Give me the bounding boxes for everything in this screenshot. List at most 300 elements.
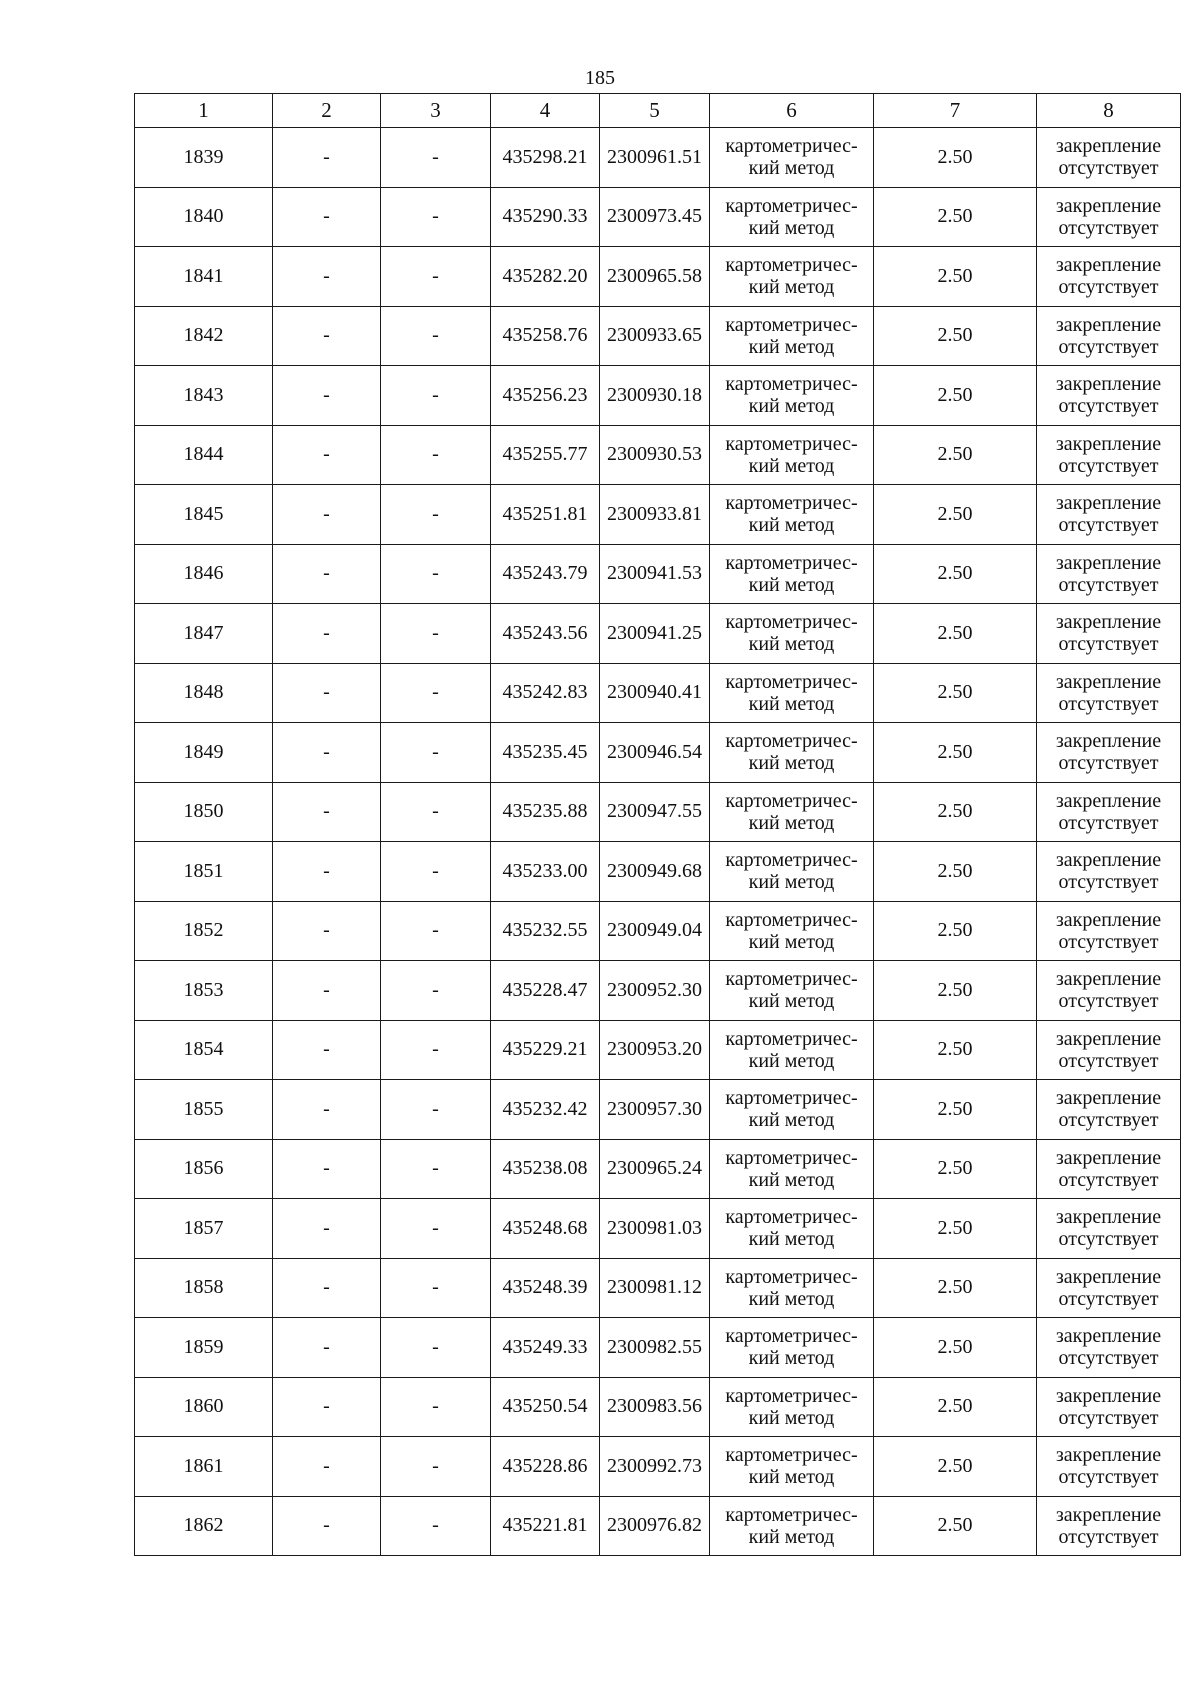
cell-line: кий метод [748, 216, 835, 239]
cell-c7: 2.50 [874, 1377, 1037, 1437]
cell-line: кий метод [748, 1287, 835, 1310]
cell-line: отсутствует [1058, 1347, 1159, 1370]
cell-c4: 435232.42 [491, 1080, 600, 1140]
cell-line: отсутствует [1058, 990, 1159, 1013]
cell-marking [1037, 485, 1181, 545]
cell-c4: 435256.23 [491, 366, 600, 426]
table-row [135, 1139, 1181, 1199]
cell-line: отсутствует [1058, 1168, 1159, 1191]
cell-c1: 1844 [135, 425, 273, 485]
cell-method [710, 425, 874, 485]
cell-line: закрепление [1055, 194, 1162, 217]
cell-line: картометричес- [725, 789, 858, 812]
cell-marking [1037, 366, 1181, 426]
cell-line: картометричес- [725, 670, 858, 693]
cell-c4: 435243.79 [491, 544, 600, 604]
cell-line: картометричес- [725, 730, 858, 753]
cell-c1: 1846 [135, 544, 273, 604]
cell-c5: 2300941.25 [600, 604, 710, 664]
table-row [135, 782, 1181, 842]
cell-c2: - [273, 663, 381, 723]
cell-c7: 2.50 [874, 1318, 1037, 1378]
cell-line: картометричес- [725, 135, 858, 158]
cell-c3: - [381, 1377, 491, 1437]
cell-c3: - [381, 366, 491, 426]
cell-c7: 2.50 [874, 544, 1037, 604]
cell-c3: - [381, 128, 491, 188]
cell-c2: - [273, 782, 381, 842]
cell-line: кий метод [748, 1406, 835, 1429]
cell-marking [1037, 1258, 1181, 1318]
cell-c2: - [273, 485, 381, 545]
cell-c4: 435242.83 [491, 663, 600, 723]
table-row [135, 366, 1181, 426]
cell-c5: 2300952.30 [600, 961, 710, 1021]
cell-c5: 2300957.30 [600, 1080, 710, 1140]
cell-line: отсутствует [1058, 216, 1159, 239]
cell-marking [1037, 604, 1181, 664]
table-row [135, 306, 1181, 366]
cell-c5: 2300981.03 [600, 1199, 710, 1259]
cell-c3: - [381, 1139, 491, 1199]
table-row [135, 961, 1181, 1021]
cell-c2: - [273, 1377, 381, 1437]
cell-marking [1037, 961, 1181, 1021]
cell-c2: - [273, 544, 381, 604]
cell-line: отсутствует [1058, 930, 1159, 953]
cell-method [710, 1437, 874, 1497]
cell-line: картометричес- [725, 611, 858, 634]
cell-marking [1037, 723, 1181, 783]
cell-c4: 435298.21 [491, 128, 600, 188]
cell-line: картометричес- [725, 254, 858, 277]
cell-method [710, 1258, 874, 1318]
table-row [135, 1258, 1181, 1318]
cell-c5: 2300947.55 [600, 782, 710, 842]
cell-line: кий метод [748, 1347, 835, 1370]
cell-c4: 435258.76 [491, 306, 600, 366]
cell-c5: 2300953.20 [600, 1020, 710, 1080]
cell-c2: - [273, 247, 381, 307]
cell-line: картометричес- [725, 492, 858, 515]
column-header: 1 [135, 94, 273, 128]
cell-method [710, 1496, 874, 1556]
cell-marking [1037, 1020, 1181, 1080]
cell-line: отсутствует [1058, 335, 1159, 358]
cell-c7: 2.50 [874, 723, 1037, 783]
cell-method [710, 485, 874, 545]
cell-line: закрепление [1055, 313, 1162, 336]
cell-line: закрепление [1055, 254, 1162, 277]
cell-line: кий метод [748, 1049, 835, 1072]
cell-line: картометричес- [725, 908, 858, 931]
cell-line: отсутствует [1058, 514, 1159, 537]
cell-line: картометричес- [725, 313, 858, 336]
cell-line: закрепление [1055, 1325, 1162, 1348]
cell-c4: 435243.56 [491, 604, 600, 664]
cell-line: картометричес- [725, 1027, 858, 1050]
cell-c3: - [381, 842, 491, 902]
cell-line: кий метод [748, 1168, 835, 1191]
cell-c4: 435235.45 [491, 723, 600, 783]
cell-c7: 2.50 [874, 247, 1037, 307]
cell-c5: 2300933.65 [600, 306, 710, 366]
cell-line: закрепление [1055, 1444, 1162, 1467]
table-row [135, 1437, 1181, 1497]
cell-c5: 2300949.04 [600, 901, 710, 961]
cell-method [710, 1377, 874, 1437]
cell-line: закрепление [1055, 611, 1162, 634]
cell-c4: 435251.81 [491, 485, 600, 545]
cell-c2: - [273, 128, 381, 188]
cell-c3: - [381, 306, 491, 366]
cell-c2: - [273, 1199, 381, 1259]
cell-c7: 2.50 [874, 842, 1037, 902]
column-header: 2 [273, 94, 381, 128]
column-header: 4 [491, 94, 600, 128]
cell-c1: 1845 [135, 485, 273, 545]
cell-line: кий метод [748, 276, 835, 299]
cell-method [710, 366, 874, 426]
cell-line: закрепление [1055, 551, 1162, 574]
cell-c4: 435248.68 [491, 1199, 600, 1259]
cell-line: закрепление [1055, 968, 1162, 991]
cell-method [710, 1318, 874, 1378]
table-row [135, 485, 1181, 545]
table-row [135, 247, 1181, 307]
cell-marking [1037, 1496, 1181, 1556]
cell-line: кий метод [748, 692, 835, 715]
cell-c4: 435255.77 [491, 425, 600, 485]
cell-c1: 1852 [135, 901, 273, 961]
cell-line: закрепление [1055, 849, 1162, 872]
cell-c2: - [273, 1437, 381, 1497]
cell-line: кий метод [748, 454, 835, 477]
cell-c3: - [381, 1080, 491, 1140]
cell-line: картометричес- [725, 373, 858, 396]
cell-c3: - [381, 1437, 491, 1497]
cell-method [710, 128, 874, 188]
cell-method [710, 1199, 874, 1259]
cell-c3: - [381, 961, 491, 1021]
cell-c5: 2300965.58 [600, 247, 710, 307]
cell-line: картометричес- [725, 1087, 858, 1110]
cell-c3: - [381, 485, 491, 545]
cell-line: закрепление [1055, 492, 1162, 515]
cell-c3: - [381, 901, 491, 961]
table-row [135, 901, 1181, 961]
cell-c4: 435248.39 [491, 1258, 600, 1318]
cell-marking [1037, 901, 1181, 961]
cell-c5: 2300983.56 [600, 1377, 710, 1437]
cell-line: кий метод [748, 335, 835, 358]
cell-c7: 2.50 [874, 663, 1037, 723]
cell-c2: - [273, 901, 381, 961]
cell-c4: 435221.81 [491, 1496, 600, 1556]
cell-c1: 1842 [135, 306, 273, 366]
cell-marking [1037, 128, 1181, 188]
cell-c5: 2300973.45 [600, 187, 710, 247]
cell-c7: 2.50 [874, 425, 1037, 485]
cell-c7: 2.50 [874, 1199, 1037, 1259]
cell-c7: 2.50 [874, 485, 1037, 545]
cell-c7: 2.50 [874, 128, 1037, 188]
cell-c1: 1854 [135, 1020, 273, 1080]
cell-c7: 2.50 [874, 1020, 1037, 1080]
cell-c3: - [381, 1199, 491, 1259]
cell-method [710, 1080, 874, 1140]
table-row [135, 128, 1181, 188]
cell-method [710, 544, 874, 604]
cell-marking [1037, 544, 1181, 604]
cell-c5: 2300992.73 [600, 1437, 710, 1497]
cell-c1: 1850 [135, 782, 273, 842]
cell-line: закрепление [1055, 373, 1162, 396]
cell-line: закрепление [1055, 908, 1162, 931]
cell-line: отсутствует [1058, 454, 1159, 477]
cell-line: кий метод [748, 1466, 835, 1489]
cell-c5: 2300930.53 [600, 425, 710, 485]
cell-method [710, 604, 874, 664]
cell-marking [1037, 1199, 1181, 1259]
cell-line: закрепление [1055, 135, 1162, 158]
cell-line: картометричес- [725, 849, 858, 872]
cell-line: закрепление [1055, 1206, 1162, 1229]
cell-c1: 1859 [135, 1318, 273, 1378]
cell-c2: - [273, 604, 381, 664]
cell-line: отсутствует [1058, 573, 1159, 596]
cell-c1: 1861 [135, 1437, 273, 1497]
cell-line: закрепление [1055, 730, 1162, 753]
cell-c3: - [381, 1258, 491, 1318]
cell-line: картометричес- [725, 1206, 858, 1229]
cell-c5: 2300965.24 [600, 1139, 710, 1199]
cell-c2: - [273, 842, 381, 902]
cell-c2: - [273, 1496, 381, 1556]
cell-line: закрепление [1055, 1027, 1162, 1050]
cell-c4: 435290.33 [491, 187, 600, 247]
cell-line: отсутствует [1058, 157, 1159, 180]
cell-c1: 1853 [135, 961, 273, 1021]
table-row [135, 1318, 1181, 1378]
cell-line: закрепление [1055, 789, 1162, 812]
table-row [135, 187, 1181, 247]
cell-c1: 1862 [135, 1496, 273, 1556]
cell-marking [1037, 1377, 1181, 1437]
cell-c2: - [273, 1080, 381, 1140]
cell-c3: - [381, 663, 491, 723]
column-header: 6 [710, 94, 874, 128]
cell-line: отсутствует [1058, 811, 1159, 834]
cell-marking [1037, 306, 1181, 366]
cell-line: отсутствует [1058, 276, 1159, 299]
cell-c1: 1843 [135, 366, 273, 426]
cell-c2: - [273, 1139, 381, 1199]
cell-marking [1037, 1139, 1181, 1199]
cell-c4: 435235.88 [491, 782, 600, 842]
cell-c3: - [381, 604, 491, 664]
cell-c7: 2.50 [874, 961, 1037, 1021]
cell-c2: - [273, 425, 381, 485]
cell-line: кий метод [748, 514, 835, 537]
cell-c2: - [273, 187, 381, 247]
cell-line: отсутствует [1058, 752, 1159, 775]
cell-c3: - [381, 1020, 491, 1080]
cell-marking [1037, 425, 1181, 485]
cell-marking [1037, 1437, 1181, 1497]
table-row [135, 1377, 1181, 1437]
cell-line: кий метод [748, 990, 835, 1013]
cell-line: кий метод [748, 1525, 835, 1548]
cell-line: закрепление [1055, 1087, 1162, 1110]
cell-method [710, 663, 874, 723]
cell-c1: 1856 [135, 1139, 273, 1199]
cell-c5: 2300946.54 [600, 723, 710, 783]
cell-line: отсутствует [1058, 1049, 1159, 1072]
cell-c5: 2300933.81 [600, 485, 710, 545]
cell-line: картометричес- [725, 1384, 858, 1407]
cell-method [710, 842, 874, 902]
cell-line: отсутствует [1058, 871, 1159, 894]
cell-c1: 1839 [135, 128, 273, 188]
cell-c7: 2.50 [874, 1139, 1037, 1199]
cell-c2: - [273, 723, 381, 783]
cell-c3: - [381, 425, 491, 485]
cell-line: отсутствует [1058, 1406, 1159, 1429]
cell-c4: 435232.55 [491, 901, 600, 961]
table-row [135, 604, 1181, 664]
cell-line: картометричес- [725, 1265, 858, 1288]
cell-line: отсутствует [1058, 633, 1159, 656]
cell-line: картометричес- [725, 1444, 858, 1467]
cell-c4: 435229.21 [491, 1020, 600, 1080]
cell-marking [1037, 842, 1181, 902]
cell-c1: 1860 [135, 1377, 273, 1437]
column-header: 8 [1037, 94, 1181, 128]
cell-c3: - [381, 782, 491, 842]
cell-line: кий метод [748, 157, 835, 180]
cell-line: закрепление [1055, 1265, 1162, 1288]
cell-marking [1037, 187, 1181, 247]
cell-c2: - [273, 1020, 381, 1080]
cell-line: кий метод [748, 1109, 835, 1132]
cell-line: кий метод [748, 1228, 835, 1251]
cell-c3: - [381, 247, 491, 307]
cell-line: закрепление [1055, 1146, 1162, 1169]
cell-line: закрепление [1055, 670, 1162, 693]
cell-c7: 2.50 [874, 901, 1037, 961]
cell-line: кий метод [748, 573, 835, 596]
column-header: 5 [600, 94, 710, 128]
cell-line: закрепление [1055, 1384, 1162, 1407]
cell-marking [1037, 247, 1181, 307]
cell-c2: - [273, 1318, 381, 1378]
cell-method [710, 901, 874, 961]
cell-line: отсутствует [1058, 395, 1159, 418]
cell-c1: 1840 [135, 187, 273, 247]
cell-line: картометричес- [725, 194, 858, 217]
cell-c1: 1851 [135, 842, 273, 902]
cell-method [710, 187, 874, 247]
cell-line: отсутствует [1058, 1287, 1159, 1310]
cell-c5: 2300949.68 [600, 842, 710, 902]
table-row [135, 723, 1181, 783]
cell-c2: - [273, 961, 381, 1021]
cell-c4: 435233.00 [491, 842, 600, 902]
cell-c1: 1857 [135, 1199, 273, 1259]
cell-c4: 435228.47 [491, 961, 600, 1021]
cell-c2: - [273, 306, 381, 366]
cell-c1: 1841 [135, 247, 273, 307]
cell-line: картометричес- [725, 1503, 858, 1526]
cell-c7: 2.50 [874, 604, 1037, 664]
cell-c7: 2.50 [874, 1437, 1037, 1497]
cell-c3: - [381, 187, 491, 247]
cell-c5: 2300961.51 [600, 128, 710, 188]
cell-line: закрепление [1055, 1503, 1162, 1526]
cell-c7: 2.50 [874, 782, 1037, 842]
cell-c1: 1847 [135, 604, 273, 664]
cell-c5: 2300940.41 [600, 663, 710, 723]
cell-c4: 435250.54 [491, 1377, 600, 1437]
cell-line: кий метод [748, 811, 835, 834]
cell-method [710, 306, 874, 366]
coordinates-table [134, 93, 1181, 1556]
cell-c5: 2300981.12 [600, 1258, 710, 1318]
cell-c5: 2300976.82 [600, 1496, 710, 1556]
cell-c3: - [381, 723, 491, 783]
column-header: 7 [874, 94, 1037, 128]
cell-c1: 1858 [135, 1258, 273, 1318]
cell-line: кий метод [748, 395, 835, 418]
cell-line: кий метод [748, 752, 835, 775]
cell-c1: 1855 [135, 1080, 273, 1140]
cell-c2: - [273, 366, 381, 426]
cell-c7: 2.50 [874, 1258, 1037, 1318]
cell-method [710, 723, 874, 783]
cell-method [710, 782, 874, 842]
cell-c7: 2.50 [874, 187, 1037, 247]
page-number: 185 [585, 67, 615, 89]
cell-line: кий метод [748, 633, 835, 656]
cell-marking [1037, 1318, 1181, 1378]
table-row [135, 425, 1181, 485]
cell-c4: 435238.08 [491, 1139, 600, 1199]
cell-c7: 2.50 [874, 1496, 1037, 1556]
table-row [135, 663, 1181, 723]
cell-line: картометричес- [725, 551, 858, 574]
cell-c1: 1848 [135, 663, 273, 723]
cell-line: отсутствует [1058, 692, 1159, 715]
cell-line: отсутствует [1058, 1228, 1159, 1251]
cell-line: отсутствует [1058, 1109, 1159, 1132]
cell-method [710, 1020, 874, 1080]
cell-c2: - [273, 1258, 381, 1318]
cell-c3: - [381, 1496, 491, 1556]
cell-marking [1037, 782, 1181, 842]
table-row [135, 1199, 1181, 1259]
cell-c1: 1849 [135, 723, 273, 783]
cell-method [710, 961, 874, 1021]
cell-marking [1037, 663, 1181, 723]
cell-c7: 2.50 [874, 306, 1037, 366]
cell-c4: 435228.86 [491, 1437, 600, 1497]
cell-line: картометричес- [725, 1325, 858, 1348]
cell-c5: 2300982.55 [600, 1318, 710, 1378]
cell-line: картометричес- [725, 968, 858, 991]
cell-c3: - [381, 1318, 491, 1378]
cell-marking [1037, 1080, 1181, 1140]
